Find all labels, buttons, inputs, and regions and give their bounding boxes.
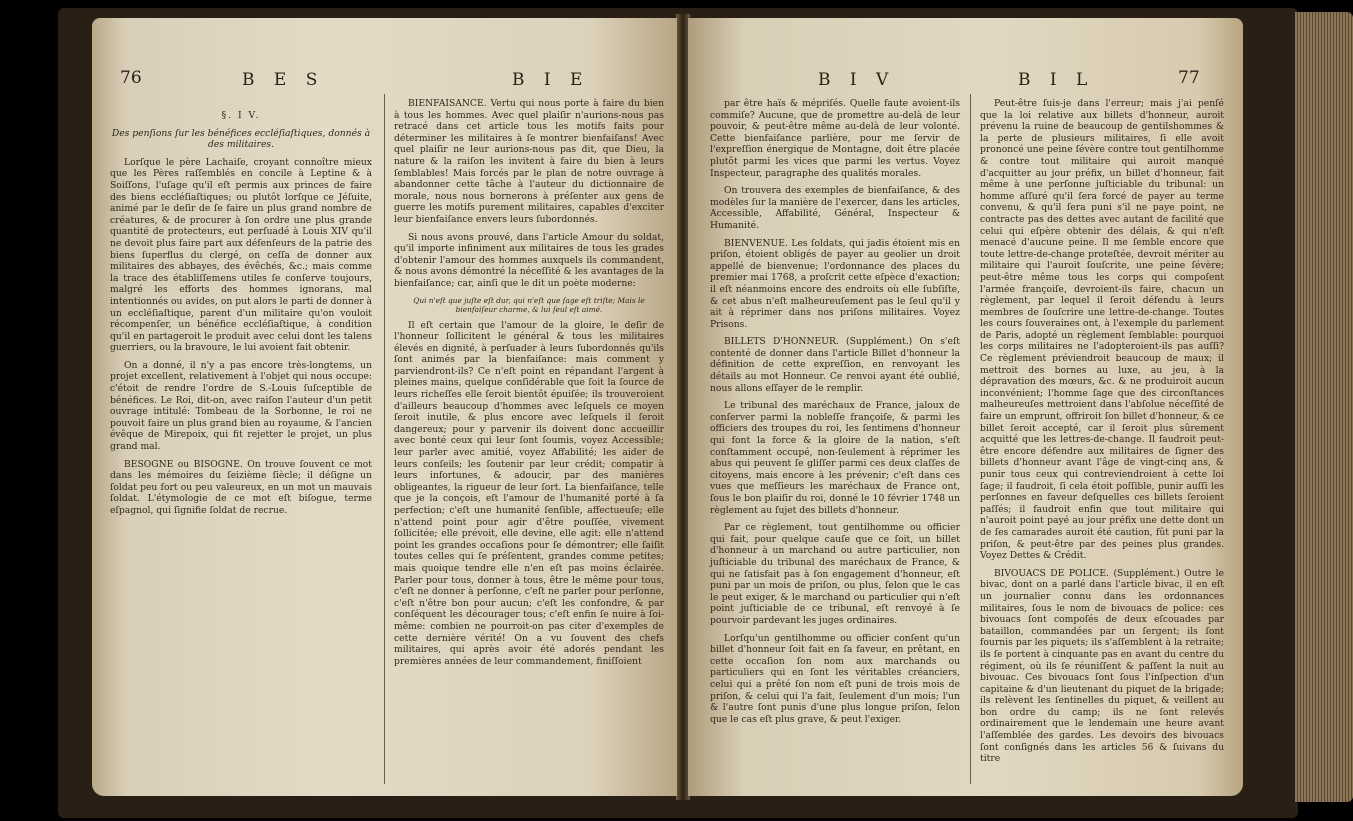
paragraph: Peut-être ſuis-je dans l'erreur; mais j'ai penſé que la loi relative aux billets d'honneur, auroit prévenu la ruine de beaucoup de gentilshommes & la perte de plusieurs militaires, ſi elle avoit prononcé une peine ſévère contre tout gentilhomme & contre tout militaire qui auroit manqué d'acquitter au jour préfix, un billet d'honneur, fait même à une perſonne juſticiable du tribunal: un homme aſſuré qu'il ſera forcé de payer au terme convenu, & qu'il ſera puni s'il ne paye point, ne contracte pas des dettes avec autant de facilité que celui qui eſpère obtenir des délais, & qui n'eſt menacé d'aucune peine. Il me ſemble encore que toute lettre-de-change proteſtée, devroit mériter au militaire qui l'auroit ſouſcrite, une peine ſévère; peut-être même tous les corps qui compoſent l'armée françoiſe, devroient-ils faire, chacun un règlement, par lequel il ſeroit défendu à leurs membres de ſouſcrire une lettre-de-change. Toutes les cours ſouveraines ont, à l'exemple du parlement de Paris, adopté un règlement ſemblable: pourquoi les corps militaires ne l'adopteroient-ils pas auſſi? Ce règlement préviendroit beaucoup de maux; il mettroit des bornes au luxe, au jeu, à la dépravation des mœurs, &c. & ne produiroit aucun inconvénient; l'homme ſage que des circonſtances malheureuſes mettroient dans l'abſolue néceſſité de faire un emprunt, offriroit ſon billet d'honneur, & ce billet ſeroit accepté, car il ſeroit plus sûrement acquitté que les lettres-de-change. Il faudroit peut-être encore défendre aux militaires de ſigner des billets d'honneur avant l'âge de vingt-cinq ans, & punir tous ceux qui contreviendroient à cette loi ſage; il faudroit, ſi cela étoit poſſible, punir auſſi les perſonnes en faveur deſquelles ces billets ſeroient paſſés; il faudroit enfin que tout militaire qui n'auroit point payé au jour préfix une dette dont un de ſes camarades auroit été caution, fût puni par la priſon, & peut-être par des peines plus grandes. Voyez Dettes & Crédit. <box>980 98 1224 562</box>
paragraph: par être haïs & mépriſés. Quelle faute avoient-ils commiſe? Aucune, que de promettre au-delà de leur pouvoir, & peut-être même au-delà de leur volonté. Cette bienfaiſance parlière, pour me ſervir de l'expreſſion énergique de Montagne, doit être placée plutôt parmi les vices que parmi les vertus. Voyez Inspecteur, paragraphe des qualités morales. <box>710 98 960 179</box>
column-rule <box>384 94 385 784</box>
page-number: 76 <box>120 68 142 88</box>
paragraph: Si nous avons prouvé, dans l'article Amour du soldat, qu'il importe infiniment aux militaires de tous les grades d'obtenir l'amour des hommes auxquels ils commandent, & nous avons démontré la néceſſité & les avantages de la bienfaiſance; car, ainſi que le dit un poète moderne: <box>394 231 664 289</box>
paragraph: BIENVENUE. Les ſoldats, qui jadis étoient mis en priſon, étoient obligés de payer au geolier un droit appellé de bienvenue; l'ordonnance des places du premier mai 1768, a proſcrit cette eſpèce d'exaction; il eſt néanmoins encore des endroits où elle ſubſiſte, & cet abus n'eſt malheureuſement pas le ſeul qu'il y ait à réprimer dans nos priſons militaires. Voyez Prisons. <box>710 237 960 330</box>
paragraph: On a donné, il n'y a pas encore très-longtems, un projet excellent, relativement à l'objet qui nous occupe: c'étoit de rendre l'ordre de S.-Louis ſuſceptible de bénéfices. Le Roi, dit-on, avec raiſon l'auteur d'un petit ouvrage intitulé: Tombeau de la Sorbonne, le roi ne pouvoit faire un plus grand bien au royaume, & l'ancien évêque de Mirepoix, qui fit rejetter le projet, un plus grand mal. <box>110 359 372 453</box>
paragraph: BESOGNE ou BISOGNE. On trouve ſouvent ce mot dans les mémoires du ſeizième ſiècle; il déſigne un ſoldat peu fort ou peu valeureux, en un mot un mauvais ſoldat. L'étymologie de ce mot eſt biſogue, terme eſpagnol, qui ſignifie ſoldat de recrue. <box>110 458 372 516</box>
running-head-left: B I V <box>818 70 896 90</box>
page-edges <box>1295 12 1353 802</box>
paragraph: BIENFAISANCE. Vertu qui nous porte à faire du bien à tous les hommes. Avec quel plaiſir n'aurions-nous pas retracé dans cet article tous les motifs faits pour déterminer les militaires à ſe montrer bienfaiſans! Avec quel plaiſir ne leur aurions-nous pas dit, que Dieu, la nature & la raiſon les invitent à faire du bien à leurs ſemblables! Mais forcés par le plan de notre ouvrage à abandonner cette tâche à l'auteur du dictionnaire de morale, nous nous bornerons à préſenter aux gens de guerre les motifs purement militaires, capables d'exciter leur bienfaiſance envers leurs ſubordonnés. <box>394 98 664 225</box>
paragraph: BILLETS D'HONNEUR. (Supplément.) On s'eſt contenté de donner dans l'article Billet d'honneur la définition de cette expreſſion, en renvoyant les détails au mot Honneur. Ce renvoi ayant été oublié, nous allons eſſayer de le remplir. <box>710 336 960 394</box>
right-page-column-2 <box>980 98 1224 771</box>
running-head-right: B I E <box>512 70 590 90</box>
paragraph: Par ce règlement, tout gentilhomme ou officier qui fait, pour quelque cauſe que ce ſoit, un billet d'honneur à un marchand ou autre particulier, non juſticiable du tribunal des maréchaux de France, & qui ne ſatisfait pas à ſon engagement d'honneur, eſt puni par un mois de priſon, ou plus, ſelon que le cas le peut exiger, & le marchand ou particulier qui n'eſt point juſticiable de ce tribunal, eſt renvoyé à ſe pourvoir pardevant les juges ordinaires. <box>710 522 960 626</box>
paragraph: Il eſt certain que l'amour de la gloire, le deſir de l'honneur ſollicitent le général & tous les militaires élevés en dignité, à perſuader à leurs ſubordonnés qu'ils ſont animés par la bienfaiſance: mais comment y parviendront-ils? Ce n'eſt point en répandant l'argent à pleines mains, quelque conſidérable que ſoit la ſource de leurs richeſſes elle ſeroit bientôt épuiſée; ils trouveroient d'ailleurs beaucoup d'hommes avec leſquels ce moyen ſeroit inutile, & plus encore avec leſquels il ſeroit dangereux; pour y parvenir ils doivent donc accueillir avec bonté ceux qui leur ſont ſoumis, voyez Accessible; leur parler avec amitié, voyez Affabilité; les aider de leurs conſeils; les ſoutenir par leur crédit; compatir à leurs infortunes, & adoucir, par des manières obligeantes, la rigueur de leur ſort. La bienfaiſance, telle que je la conçois, eſt l'amour de l'humanité porté à ſa perfection; c'eſt une humanité ſenſible, affectueuſe; elle n'attend point pour agir d'être pouſſée, vivement ſollicitée; elle prévoit, elle devine, elle agit: elle n'attend point les grandes occaſions pour ſe démontrer; elle ſaiſit toutes celles qui ſe préſentent, grandes comme petites; mais quoique tendre elle n'en eſt pas moins éclairée. Parler pour tous, donner à tous, être le même pour tous, c'eſt ne donner à perſonne, c'eſt ne parler pour perſonne, c'eſt n'être bon pour aucun; c'eſt les confondre, & par conſéquent les décourager tous; c'eſt enfin ſe nuire à ſoi-même: combien ne pourroit-on pas citer d'exemples de cette dernière vérité! On a vu ſouvent des chefs militaires, qui après avoir été adorés pendant les premières années de leur commandement, finiſſoient <box>394 319 664 667</box>
running-head-left: B E S <box>242 70 325 90</box>
page-number: 77 <box>1178 68 1200 88</box>
paragraph: BIVOUACS DE POLICE. (Supplément.) Outre le bivac, dont on a parlé dans l'article bivac, il en eſt un journalier connu dans les ordonnances militaires, ſous le nom de bivouacs de police: ces bivouacs ſont compoſés de deux eſcouades par bataillon, commandées par un ſergent; ils ſont fournis par les piquets; ils s'aſſemblent à la retraite; ils ſe portent à cinquante pas en avant du centre du régiment, où ils ſe réuniſſent & paſſent la nuit au bivouac. Ces bivouacs ſont ſous l'inſpection d'un capitaine & d'un lieutenant du piquet de la brigade; ils relèvent les ſentinelles du piquet, & veillent au bon ordre du camp; ils ne ſont relevés ordinairement que le lendemain une heure avant l'aſſemblée des gardes. Les devoirs des bivouacs ſont conſignés dans les articles 56 & ſuivans du titre <box>980 567 1224 765</box>
paragraph: On trouvera des exemples de bienfaiſance, & des modèles ſur la manière de l'exercer, dans les articles, Accessible, Affabilité, Général, Inspecteur & Humanité. <box>710 185 960 231</box>
paragraph: Lorſque le père Lachaiſe, croyant connoître mieux que les Pères raſſemblés en concile à Leptine & à Soiſſons, l'uſage qu'il eſt permis aux princes de faire des biens eccléſiaſtiques; ou plutôt lorſque ce Jéſuite, animé par le deſir de ſe faire un plus grand nombre de créatures, & de procurer à ſon ordre une plus grande quantité de protecteurs, eut perſuadé à Louis XIV qu'il ne devoit plus faire part aux défenſeurs de la patrie des biens ſuperflus du clergé, on ceſſa de donner aux militaires des abbayes, des évêchés, &c.; mais comme la trace des établiſſemens utiles ſe conſerve toujours, malgré les efforts des hommes ignorans, mal intentionnés ou avides, on put alors le parti de donner à un eccléſiaſtique, parent d'un militaire qu'on vouloit récompenſer, un bénéfice eccléſiaſtique, à condition qu'il en partageroit le produit avec celui dont les talens guerriers, ou la bravoure, le lui avoient fait obtenir. <box>110 156 372 354</box>
section-subtitle: Des penſions ſur les bénéfices eccléſiaſtiques, donnés à des militaires. <box>111 127 371 151</box>
paragraph: Lorſqu'un gentilhomme ou officier conſent qu'un billet d'honneur ſoit fait en ſa faveur, en prêtant, en cette occaſion ſon nom aux marchands ou particuliers qui en ſont les véritables créanciers, celui qui a prêté ſon nom eſt puni de trois mois de priſon, & celui qui l'a fait, ſeulement d'un mois; l'un & l'autre ſont punis d'une plus longue priſon, ſelon que le cas eſt plus grave, & peut l'exiger. <box>710 632 960 725</box>
left-page-column-2 <box>394 98 664 673</box>
section-heading: §. I V. <box>221 110 261 121</box>
column-rule <box>970 94 971 784</box>
left-page-column-1 <box>110 98 372 523</box>
verse-quote: Qui n'eſt que juſte eſt dur, qui n'eſt que ſage eſt triſte; Mais le bienfaiſeur charme, & lui ſeul eſt aimé. <box>413 295 645 314</box>
right-page <box>688 18 1243 796</box>
running-head-right: B I L <box>1018 70 1095 90</box>
left-page <box>92 18 677 796</box>
right-page-column-1 <box>710 98 960 731</box>
paragraph: Le tribunal des maréchaux de France, jaloux de conſerver parmi la nobleſſe françoiſe, & parmi les officiers des troupes du roi, les ſentimens d'honneur qui font la force & la gloire de la nation, s'eſt conſtamment occupé, non-ſeulement à réprimer les abus qui peuvent ſe gliſſer parmi ces deux claſſes de citoyens, mais encore à les prévenir; c'eſt dans ces vues que meſſieurs les maréchaux de France ont, ſous le bon plaiſir du roi, donné le 10 février 1748 un règlement au ſujet des billets d'honneur. <box>710 400 960 516</box>
